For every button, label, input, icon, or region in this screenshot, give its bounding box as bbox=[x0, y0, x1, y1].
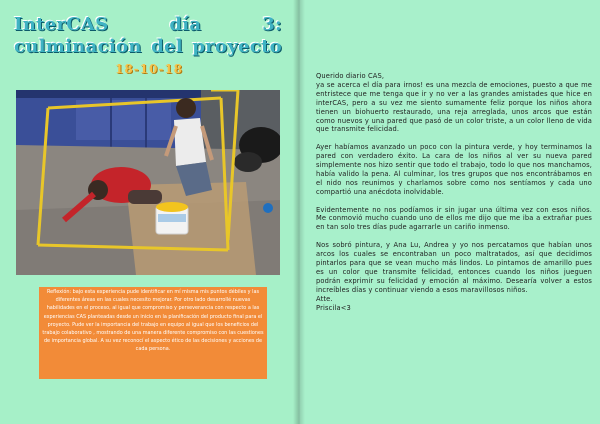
page-title: InterCAS día 3: culminación del proyecto bbox=[14, 14, 282, 57]
diary-paragraph-2: Ayer habíamos avanzado un poco con la pintura verde, y hoy terminamos la pared con verdadero éxito. La cara de los niños al ver su nueva pared simplemente nos hizo sentir que todo el trabajo, todo lo que nos manchamos, había valido la pena. Al culminar, los tres grupos que nos encontrábamos en el nido nos reunimos y charlamos sobre como nos sentíamos y cada uno compartió una anécdota inolvidable. bbox=[316, 143, 592, 196]
diary-paragraph-3: Evidentemente no nos podíamos ir sin jugar una última vez con esos niños. Me conmovió mucho cuando uno de ellos me dijo que me iba a extrañar pues en tan solo tres días pude agarrarle un cariño inmenso. bbox=[316, 205, 592, 232]
diary-entry bbox=[316, 72, 592, 312]
girl-white-shirt bbox=[176, 98, 196, 118]
closing: Atte. bbox=[316, 294, 333, 303]
project-photo bbox=[16, 90, 280, 275]
greeting: Querido diario CAS, bbox=[316, 72, 385, 80]
diary-paragraph-1: ya se acerca el día para irnos! es una mezcla de emociones, puesto a que me entristece que me tenga que ir y no ver a las grandes amistades que hice en interCAS, pero a su vez me siento sumamente feliz porque los niños ahora tienen un biohuerto restaurado, una reja arreglada, unos arcos que están como nuevos y una pared que pasó de un color triste, a un color lleno de vida que transmite felicidad. bbox=[316, 80, 592, 134]
left-page bbox=[0, 0, 298, 424]
diary-paragraph-4: Nos sobró pintura, y Ana Lu, Andrea y yo nos percatamos que habían unos arcos los cuales se encontraban un poco maltratados, así que decidimos pintarlos para que se vean mucho más lindos. Lo pintamos de amarillo pues es un color que transmite felicidad, entonces cuando los niños jueguen podrán exprimir su felicidad y emoción al máximo. Desearía volver a estos increíbles días y continuar viendo a esos maravillosos niños. bbox=[316, 241, 592, 294]
reflection-box: Reflexión: bajo esta experiencia pude identificar en mí misma mis puntos débiles y las diferentes áreas en las cuales necesito mejorar. Por otro lado desarrollé nuevas habilidades en el proceso, al igual que compromiso y perseverancia con respecto a las experiencias CAS planteadas desde un inicio en la planificación del producto final para el proyecto. Pude ver la importancia del trabajo en equipo al igual que los beneficios del trabajo colaborativo , mostrando de una manera diferente compromiso con las cuestiones de importancia global. A su vez reconocí el aspecto ético de las decisiones y acciones de cada persona. bbox=[39, 287, 267, 379]
photo-illustration bbox=[16, 90, 280, 275]
signature: Priscila<3 bbox=[316, 303, 351, 312]
entry-date: 18-10-18 bbox=[114, 62, 184, 76]
book-gutter bbox=[293, 0, 305, 424]
